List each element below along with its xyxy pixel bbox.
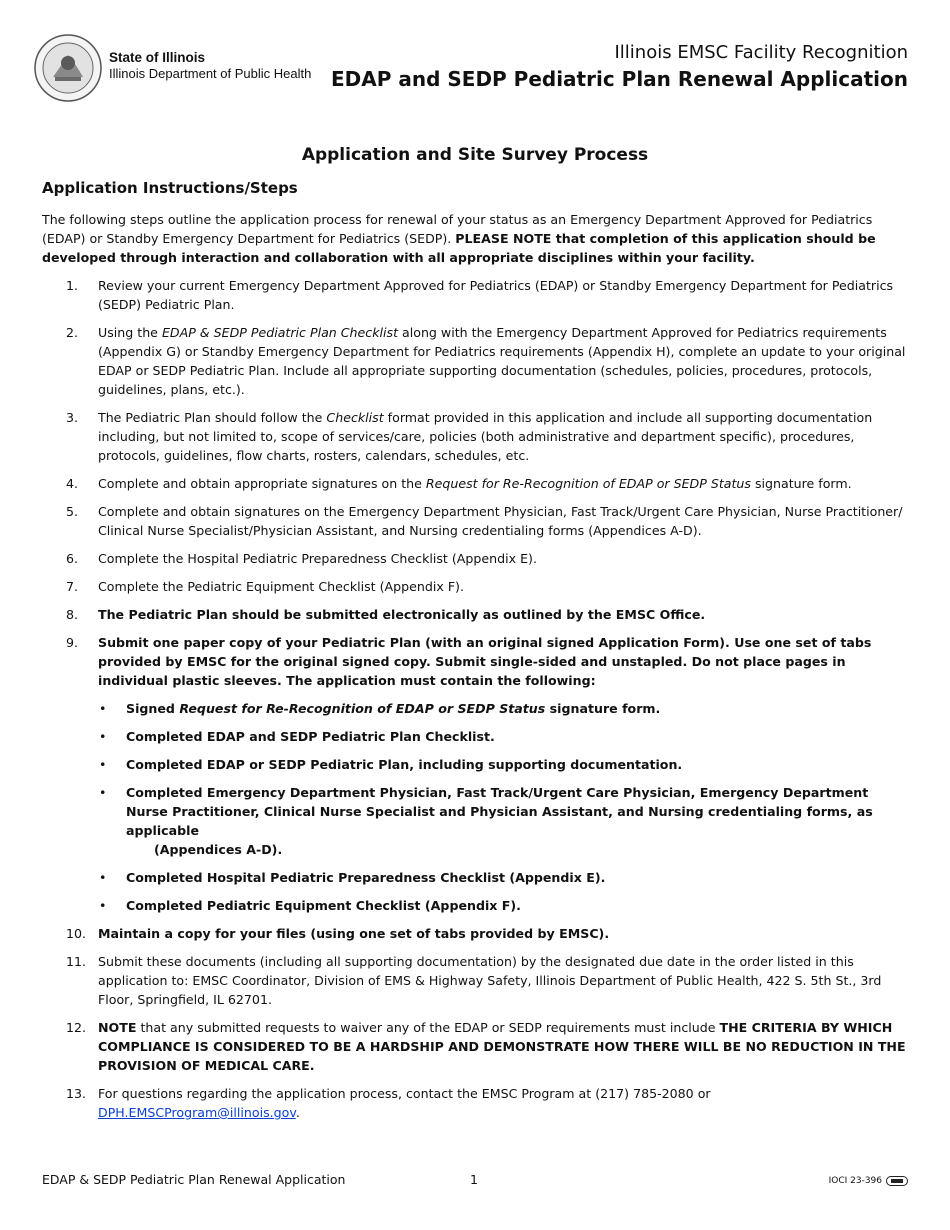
section-title: Application and Site Survey Process [301,145,649,165]
intro-text: The following steps outline the application process for renewal of your status as an Emergency Department Approved for Pediatrics (EDAP) or Standby Emergency Department for Pediatrics (SEDP). [42,212,873,246]
required-items-list [98,699,908,915]
bullet-icon: • [99,729,107,744]
step-text: Complete and obtain signatures on the Emergency Department Physician, Fast Track/Urgent Care Physician, Nurse Practitioner/ Clinical Nurse Specialist/Physician Assistant, and Nursing credentialing forms (Appendices A-D). [98,504,903,538]
footer-document-title: EDAP & SEDP Pediatric Plan Renewal Application [42,1172,346,1187]
step-text: Maintain a copy for your files (using one set of tabs provided by EMSC). [98,926,610,941]
step-number: 9. [66,635,79,650]
intro-paragraph [42,210,908,267]
steps-list [42,276,908,1122]
step-item [42,276,908,314]
form-code [829,1172,908,1187]
page-footer [42,1172,908,1187]
list-item [98,783,908,859]
agency-block [109,50,311,82]
step-text: Submit these documents (including all supporting documentation) by the designated due date in the order listed in this application to: EMSC Coordinator, Division of EMS & Highway Safety, Illinois Department of Public Health, 422 S. 5th St., 3rd Floor, Springfield, IL 62701. [98,954,882,1007]
bullet-text: Completed EDAP or SEDP Pediatric Plan, including supporting documentation. [126,757,683,772]
bullet-text: Completed Pediatric Equipment Checklist (Appendix F). [126,898,521,913]
step-text: For questions regarding the application process, contact the EMSC Program at (217) 785-2080 or DPH.EMSCProgram@illinois.gov. [98,1086,711,1120]
agency-name: State of Illinois [109,50,206,65]
step-body: Submit one paper copy of your Pediatric Plan (with an original signed Application Form). Use one set of tabs provided by EMSC for the original signed copy. Submit single-sided and unstapled. Do not place pages in individual plastic sleeves. The application must contain the following: [98,635,872,688]
step-number: 2. [66,325,79,340]
form-code-text: IOCI 23-396 [828,1175,882,1186]
document-title: EDAP and SEDP Pediatric Plan Renewal Application [331,67,908,91]
checklist-title: EDAP & SEDP Pediatric Plan Checklist [161,325,399,340]
step-item [42,1018,908,1075]
step-item [42,633,908,915]
step-text: Review your current Emergency Department Approved for Pediatrics (EDAP) or Standby Emergency Department for Pediatrics (SEDP) Pediatric Plan. [98,278,894,312]
step-number: 3. [66,410,79,425]
step-text: Using the EDAP & SEDP Pediatric Plan Checklist along with the Emergency Department Approved for Pediatrics requirements (Appendix G) or Standby Emergency Department for Pediatrics requirements (Appendix H), complete an update to your original EDAP or SEDP Pediatric Plan. Include all appropriate supporting documentation (schedules, policies, procedures, protocols, guidelines, plans, etc.). [98,325,906,397]
step-item [42,502,908,540]
program-name: Illinois EMSC Facility Recognition [614,42,908,63]
list-item [98,699,908,718]
step-number: 7. [66,579,79,594]
checklist-ref: Checklist [326,410,384,425]
step-number: 4. [66,476,79,491]
bullet-text: Completed EDAP and SEDP Pediatric Plan Checklist. [126,729,495,744]
sub-heading: Application Instructions/Steps [42,179,298,197]
list-item [98,755,908,774]
step-number: 1. [66,278,79,293]
step-number: 6. [66,551,79,566]
state-seal-logo [33,33,103,103]
bullet-text: Signed Request for Re-Recognition of EDAP or SEDP Status signature form. [126,701,661,716]
step-item [42,605,908,624]
printer-mark-icon [886,1176,908,1186]
step-item [42,323,908,399]
step-text: The Pediatric Plan should be submitted electronically as outlined by the EMSC Office. [98,607,706,622]
bullet-icon: • [99,870,107,885]
instructions-body [42,210,908,1131]
step-item [42,474,908,493]
step-text [98,633,908,915]
step-item [42,1084,908,1122]
intro-note: PLEASE NOTE that completion of this application should be developed through interaction and collaboration with all appropriate disciplines within your facility. [42,231,876,265]
step-item [42,577,908,596]
document-header [331,41,908,93]
step-text: The Pediatric Plan should follow the Checklist format provided in this application and include all supporting documentation including, but not limited to, scope of services/care, policies (both administrative and department specific), procedures, protocols, guidelines, flow charts, rosters, calendars, schedules, etc. [98,410,873,463]
step-text: Complete the Pediatric Equipment Checklist (Appendix F). [98,579,464,594]
step-text: NOTE that any submitted requests to waiver any of the EDAP or SEDP requirements must include THE CRITERIA BY WHICH COMPLIANCE IS CONSIDERED TO BE A HARDSHIP AND DEMONSTRATE HOW THERE WILL BE NO REDUCTION IN THE PROVISION OF MEDICAL CARE. [98,1020,906,1073]
list-item [98,727,908,746]
step-item [42,408,908,465]
list-item [98,896,908,915]
form-title: Request for Re-Recognition of EDAP or SEDP Status [425,476,751,491]
list-item [98,868,908,887]
step-text: Complete and obtain appropriate signatures on the Request for Re-Recognition of EDAP or SEDP Status signature form. [98,476,852,491]
emsc-email-link[interactable]: DPH.EMSCProgram@illinois.gov [98,1105,296,1120]
step-item [42,924,908,943]
page-number: 1 [470,1172,478,1187]
step-text: Complete the Hospital Pediatric Preparedness Checklist (Appendix E). [98,551,537,566]
bullet-icon: • [99,757,107,772]
bullet-text: Completed Emergency Department Physician, Fast Track/Urgent Care Physician, Emergency Department Nurse Practitioner, Clinical Nurse Specialist and Physician Assistant, and Nursing credentialing forms, as applicable (Appendices A-D). [126,785,873,857]
step-item [42,549,908,568]
bullet-icon: • [99,701,107,716]
step-number: 11. [66,954,87,969]
step-number: 8. [66,607,79,622]
step-item [42,952,908,1009]
step-number: 13. [66,1086,87,1101]
bullet-icon: • [99,785,107,800]
step-number: 5. [66,504,79,519]
bullet-text: Completed Hospital Pediatric Preparedness Checklist (Appendix E). [126,870,606,885]
bullet-icon: • [99,898,107,913]
agency-department: Illinois Department of Public Health [109,66,312,81]
step-number: 12. [66,1020,87,1035]
step-number: 10. [66,926,87,941]
